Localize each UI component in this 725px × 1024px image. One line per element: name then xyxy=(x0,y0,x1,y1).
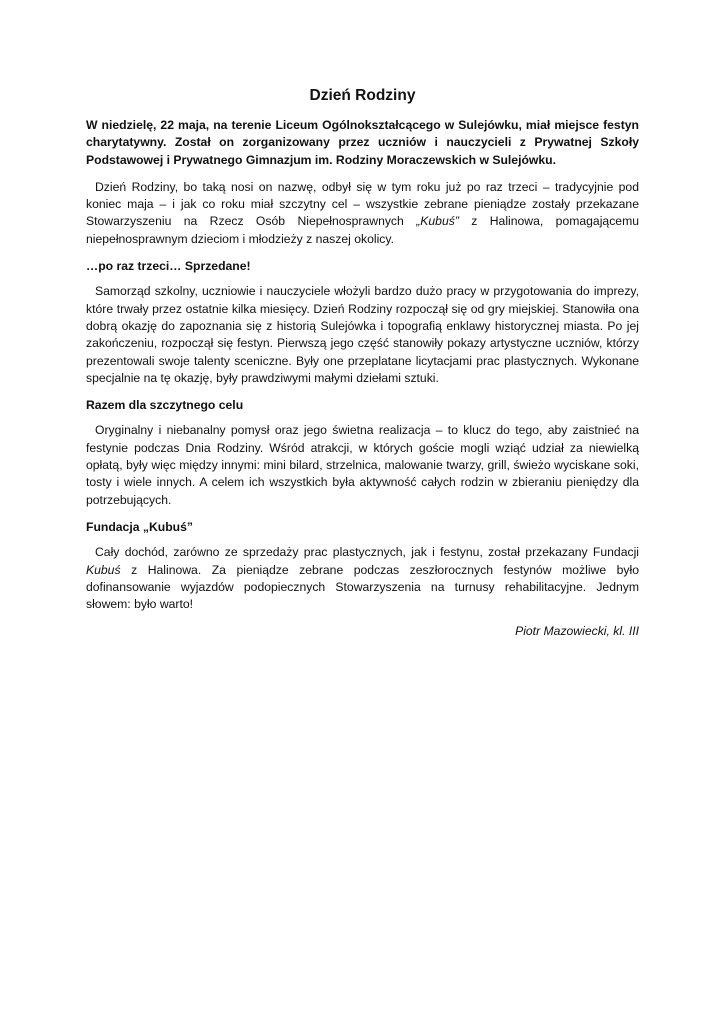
article-title: Dzień Rodziny xyxy=(309,87,416,104)
section-paragraph-cel: Oryginalny i niebanalny pomysł oraz jego świetna realizacja – to klucz do tego, aby zaistnieć na festynie podczas Dnia Rodziny. Wśród atrakcji, w których goście mogli wziąć udział za niewielką opłatą, były więc między innymi: mini bilard, strzelnica, malowanie twarzy, grill, świeżo wyciskane soki, tosty i wiele innych. A celem ich wszystkich była aktywność całych rodzin w zbieraniu pieniędzy dla potrzebujących. xyxy=(86,423,639,507)
section-heading-cel: Razem dla szczytnego celu xyxy=(86,398,244,413)
fundacja-text-start: Cały dochód, zarówno ze sprzedaży prac plastycznych, jak i festynu, został przekazany Fundacji xyxy=(95,545,639,560)
fundacja-italic-name: Kubuś xyxy=(86,562,121,577)
intro-paragraph xyxy=(86,179,639,248)
article-lead: W niedzielę, 22 maja, na terenie Liceum Ogólnokształcącego w Sulejówku, miał miejsce festyn charytatywny. Został on zorganizowany przez uczniów i nauczycieli z Prywatnej Szkoły Podstawowej i Prywatnego Gimnazjum im. Rodziny Moraczewskich w Sulejówku. xyxy=(86,118,639,167)
section-paragraph-sprzedane: Samorząd szkolny, uczniowie i nauczyciele włożyli bardzo dużo pracy w przygotowania do imprezy, które trwały przez ostatnie kilka miesięcy. Dzień Rodziny rozpoczął się od gry miejskiej. Stanowiła ona dobrą okazję do zapoznania się z historią Sulejówka i topografią enklawy historycznej miasta. Po jej zakończeniu, rozpoczął się festyn. Pierwszą jego część stanowiły pokazy artystyczne uczniów, którzy prezentowali swoje talenty sceniczne. Były one przeplatane licytacjami prac plastycznych. Wykonane specjalnie na tę okazję, były prawdziwymi małymi dziełami sztuki. xyxy=(86,284,639,385)
intro-text-start: Dzień Rodziny, bo taką nosi on nazwę, odbył się w tym roku już po raz trzeci – tradycyjnie pod koniec maja – i jak co roku miał szczytny cel – wszystkie zebrane pieniądze zostały przekazane Stowarzyszeniu na Rzecz Osób Niepełnosprawnych xyxy=(86,179,639,229)
intro-italic-name: „Kubuś” xyxy=(416,214,459,229)
author-signature: Piotr Mazowiecki, kl. III xyxy=(515,624,639,639)
intro-text-end: z Halinowa, pomagającemu niepełnosprawnym dzieciom i młodzieży z naszej okolicy. xyxy=(86,214,639,246)
section-paragraph-fundacja xyxy=(86,544,639,613)
section-heading-sprzedane: …po raz trzeci… Sprzedane! xyxy=(86,259,251,274)
document-page xyxy=(86,86,639,641)
fundacja-text-end: z Halinowa. Za pieniądze zebrane podczas zeszłorocznych festynów możliwe było dofinansowanie wyjazdów podopiecznych Stowarzyszenia na turnusy rehabilitacyjne. Jednym słowem: było warto! xyxy=(86,562,639,612)
section-heading-fundacja: Fundacja „Kubuś” xyxy=(86,519,193,534)
